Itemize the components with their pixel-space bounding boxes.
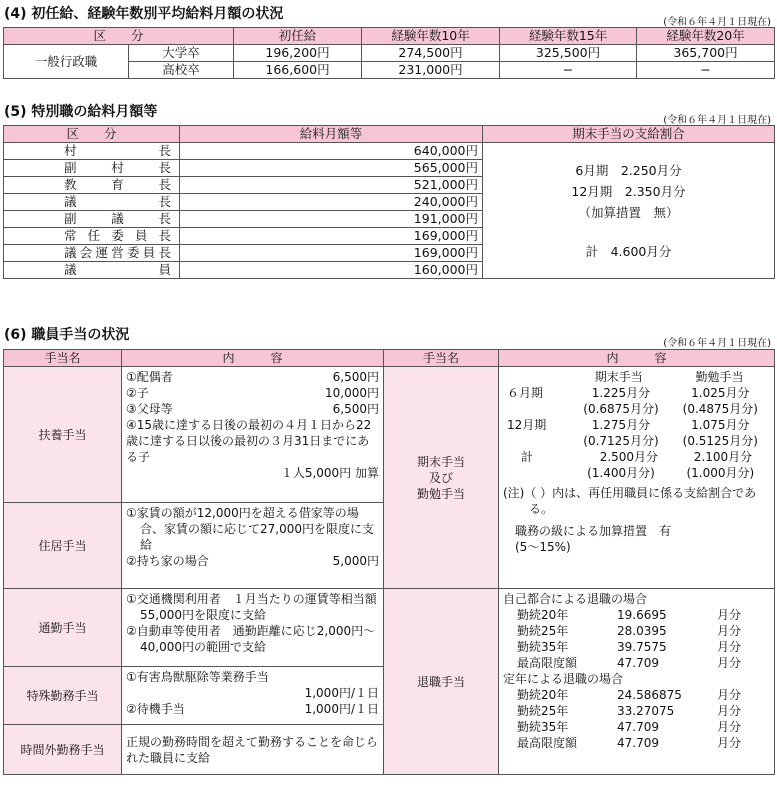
kimatsu-name	[384, 367, 499, 589]
taishoku-unit: 月分	[717, 704, 742, 718]
fuyou-item4-amount: １人5,000円 加算	[280, 466, 379, 480]
taishoku-label: 勤続35年	[517, 640, 569, 654]
bonus-june: 6月期 2.250月分	[575, 162, 682, 178]
kimatsu-kasan-range: (5〜15%)	[515, 540, 571, 554]
taishoku-label: 勤続35年	[517, 720, 569, 734]
tsukin-name: 通勤手当	[4, 589, 122, 667]
bonus-cell	[483, 143, 775, 279]
taishoku-value: 39.7575	[617, 640, 667, 654]
post-cell: 常任委員長	[4, 228, 180, 245]
tsukin-item1: ①交通機関利用者 １月当たりの運賃等相当額55,000円を限度に支給	[126, 592, 377, 622]
post-cell: 教育長	[4, 177, 180, 194]
amount-cell: 240,000円	[180, 194, 483, 211]
taishoku-value: 28.0395	[617, 624, 667, 638]
header-allowance-name: 手当名	[384, 350, 499, 367]
taishoku-value: 19.6695	[617, 608, 667, 622]
kimatsu-b: (0.4875月分)	[682, 402, 758, 416]
taishoku-value: 47.709	[617, 656, 659, 670]
kimatsu-a: (0.7125月分)	[583, 434, 659, 448]
kimatsu-row-label: 計	[521, 450, 534, 464]
header-content: 内 容	[122, 350, 384, 367]
jukyo-item2-amount: 5,000円	[332, 554, 379, 568]
amount-cell: 169,000円	[180, 245, 483, 262]
allowance-table	[3, 349, 775, 775]
category-cell: 一般行政職	[4, 45, 129, 79]
fuyou-item-label: ③父母等	[126, 402, 173, 416]
jukyo-item2-label: ②持ち家の場合	[126, 554, 209, 568]
value-cell: 196,200円	[234, 45, 362, 62]
header-allowance-name: 手当名	[4, 350, 122, 367]
taishoku-value: 47.709	[617, 720, 659, 734]
tsukin-content	[122, 589, 384, 667]
taishoku-unit: 月分	[717, 720, 742, 734]
kimatsu-name-2: 及び	[428, 470, 453, 485]
header-category: 区 分	[4, 28, 234, 45]
header-20y: 経験年数20年	[637, 28, 775, 45]
edu-cell: 大学卒	[129, 45, 234, 62]
value-cell: 231,000円	[362, 62, 500, 79]
kimatsu-a: (1.400月分)	[587, 466, 655, 480]
kimatsu-b: 2.100月分	[693, 450, 753, 464]
header-content: 内 容	[499, 350, 775, 367]
fuyou-item-amount: 6,500円	[332, 370, 379, 384]
amount-cell: 521,000円	[180, 177, 483, 194]
kimatsu-row-label: ６月期	[507, 386, 544, 400]
kimatsu-row-label	[503, 401, 571, 417]
taishoku-label: 勤続20年	[517, 688, 569, 702]
post-cell: 議会運営委員長	[4, 245, 180, 262]
fuyou-item-amount: 10,000円	[325, 386, 379, 400]
tokushu-name: 特殊勤務手当	[4, 667, 122, 725]
post-cell: 議員	[4, 262, 180, 279]
amount-cell: 565,000円	[180, 160, 483, 177]
kimatsu-name-1: 期末手当	[416, 454, 465, 469]
value-cell: 274,500円	[362, 45, 500, 62]
taishoku-label: 最高限度額	[517, 736, 578, 750]
tokushu-item1-label: ①有害鳥獣駆除等業務手当	[126, 670, 269, 684]
value-cell: 166,600円	[234, 62, 362, 79]
taishoku-unit: 月分	[717, 624, 742, 638]
post-cell: 副村長	[4, 160, 180, 177]
header-starting: 初任給	[234, 28, 362, 45]
edu-cell: 高校卒	[129, 62, 234, 79]
fuyou-name: 扶養手当	[4, 367, 122, 503]
starting-salary-table	[3, 27, 775, 79]
kimatsu-kasan: 職務の級による加算措置 有	[515, 524, 672, 538]
kimatsu-b: (1.000月分)	[686, 466, 755, 480]
section-6-title: (6) 職員手当の状況	[4, 327, 130, 343]
kimatsu-a: 1.225月分	[591, 386, 651, 400]
section-5-title: (5) 特別職の給料月額等	[4, 104, 158, 120]
section-6-asof: (令和６年４月１日現在)	[663, 338, 771, 349]
section-4-title: (4) 初任給、経験年数別平均給料月額の状況	[4, 6, 284, 22]
taishoku-h2: 定年による退職の場合	[503, 672, 624, 686]
header-bonus-rate: 期末手当の支給割合	[483, 126, 775, 143]
taishoku-value: 33.27075	[617, 704, 675, 718]
kimatsu-b: 1.025月分	[691, 386, 750, 400]
bonus-note: （加算措置 無）	[578, 204, 679, 220]
kimatsu-row-label	[503, 433, 571, 449]
kimatsu-name-3: 勤勉手当	[416, 486, 465, 501]
taishoku-h1: 自己都合による退職の場合	[503, 592, 648, 606]
amount-cell: 160,000円	[180, 262, 483, 279]
fuyou-item4: ④15歳に達する日後の最初の４月１日から22歳に達する日以後の最初の３月31日までにある子	[126, 418, 372, 464]
kimatsu-b: 1.075月分	[691, 418, 750, 432]
taishoku-label: 勤続20年	[517, 608, 569, 622]
taishoku-value: 47.709	[617, 736, 659, 750]
section-5-asof: (令和６年４月１日現在)	[663, 115, 771, 126]
tsukin-item2: ②自動車等使用者 通勤距離に応じ2,000円〜40,000円の範囲で支給	[126, 624, 376, 654]
header-category: 区 分	[4, 126, 180, 143]
taishoku-label: 勤続25年	[517, 624, 569, 638]
fuyou-content	[122, 367, 384, 503]
kimatsu-b: (0.5125月分)	[682, 434, 758, 448]
kimatsu-col-a: 期末手当	[594, 370, 643, 384]
kimatsu-col-b: 勤勉手当	[695, 370, 744, 384]
taishoku-unit: 月分	[717, 640, 742, 654]
value-cell: 325,500円	[500, 45, 637, 62]
kimatsu-row-label	[503, 465, 571, 481]
jukyo-content	[122, 503, 384, 589]
kimatsu-a: 2.500月分	[599, 450, 659, 464]
kimatsu-row-label: 12月期	[507, 418, 547, 432]
bonus-dec: 12月期 2.350月分	[571, 183, 686, 199]
jukyo-item1: ①家賃の額が12,000円を超える借家等の場合、家賃の額に応じて27,000円を限度に支給	[126, 506, 374, 552]
taishoku-label: 勤続25年	[517, 704, 569, 718]
fuyou-item-amount: 6,500円	[332, 402, 379, 416]
section-4-asof: (令和６年４月１日現在)	[663, 17, 771, 28]
kimatsu-a: 1.275月分	[591, 418, 651, 432]
post-cell: 副議長	[4, 211, 180, 228]
jikangai-name: 時間外勤務手当	[4, 725, 122, 775]
taishoku-unit: 月分	[717, 688, 742, 702]
value-cell: 365,700円	[637, 45, 775, 62]
taishoku-value: 24.586875	[617, 688, 682, 702]
value-cell: −	[637, 62, 775, 79]
bonus-total: 計 4.600月分	[585, 243, 672, 259]
post-cell: 村長	[4, 143, 180, 160]
tokushu-item1-amount: 1,000円/１日	[304, 686, 379, 700]
header-monthly: 給料月額等	[180, 126, 483, 143]
amount-cell: 640,000円	[180, 143, 483, 160]
taishoku-unit: 月分	[717, 608, 742, 622]
tokushu-item2-amount: 1,000円/１日	[304, 702, 379, 716]
taishoku-name: 退職手当	[384, 589, 499, 775]
fuyou-item-label: ①配偶者	[126, 370, 173, 384]
tokushu-content	[122, 667, 384, 725]
special-salary-table	[3, 125, 775, 279]
taishoku-unit: 月分	[717, 656, 742, 670]
taishoku-unit: 月分	[717, 736, 742, 750]
header-15y: 経験年数15年	[500, 28, 637, 45]
amount-cell: 169,000円	[180, 228, 483, 245]
amount-cell: 191,000円	[180, 211, 483, 228]
fuyou-item-label: ②子	[126, 386, 149, 400]
kimatsu-note: (注)（ ）内は、再任用職員に係る支給割合である。	[503, 486, 757, 516]
kimatsu-content	[499, 367, 775, 589]
jikangai-content: 正規の勤務時間を超えて勤務することを命じられた職員に支給	[122, 725, 384, 775]
value-cell: −	[500, 62, 637, 79]
kimatsu-a: (0.6875月分)	[583, 402, 659, 416]
post-cell: 議長	[4, 194, 180, 211]
jukyo-name: 住居手当	[4, 503, 122, 589]
taishoku-label: 最高限度額	[517, 656, 578, 670]
header-10y: 経験年数10年	[362, 28, 500, 45]
taishoku-content	[499, 589, 775, 775]
tokushu-item2-label: ②待機手当	[126, 702, 185, 716]
